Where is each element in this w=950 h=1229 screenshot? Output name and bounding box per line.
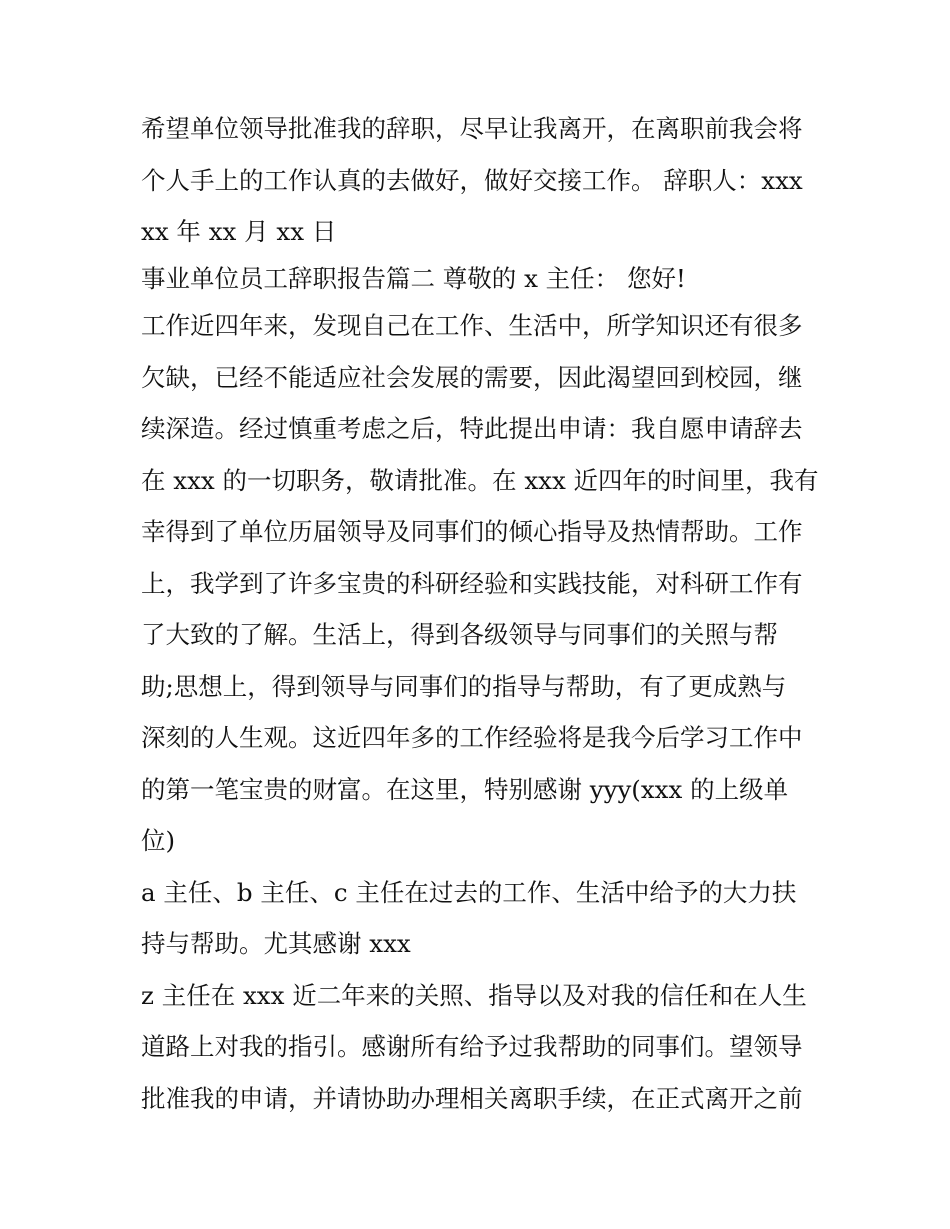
text-line: 事业单位员工辞职报告篇二 尊敬的 x 主任： 您好!	[141, 264, 686, 293]
text-line: 上，我学到了许多宝贵的科研经验和实践技能，对科研工作有	[141, 568, 803, 598]
text-line: 希望单位领导批准我的辞职，尽早让我离开，在离职前我会将	[141, 114, 803, 143]
text-line: 持与帮助。尤其感谢 xxx	[141, 929, 411, 958]
document-body	[141, 107, 821, 1128]
text-line: xx 年 xx 月 xx 日	[141, 217, 337, 246]
text-line: 道路上对我的指引。感谢所有给予过我帮助的同事们。望领导	[141, 1032, 803, 1061]
text-line: 助;思想上，得到领导与同事们的指导与帮助，有了更成熟与	[141, 671, 787, 701]
text-line: 幸得到了单位历届领导及同事们的倾心指导及热情帮助。工作	[141, 517, 803, 546]
text-line: 个人手上的工作认真的去做好，做好交接工作。 辞职人：xxx	[141, 165, 803, 195]
text-line: 的第一笔宝贵的财富。在这里，特别感谢 yyy(xxx 的上级单	[141, 774, 789, 804]
text-line: 在 xxx 的一切职务，敬请批准。在 xxx 近四年的时间里，我有	[141, 465, 819, 495]
text-line: a 主任、b 主任、c 主任在过去的工作、生活中给予的大力扶	[141, 877, 797, 907]
text-line: 欠缺，已经不能适应社会发展的需要，因此渴望回到校园，继	[141, 362, 803, 392]
text-line: 了大致的了解。生活上，得到各级领导与同事们的关照与帮	[141, 620, 778, 649]
text-line: z 主任在 xxx 近二年来的关照、指导以及对我的信任和在人生	[141, 980, 807, 1010]
text-line: 工作近四年来，发现自己在工作、生活中，所学知识还有很多	[141, 311, 803, 340]
text-line: 批准我的申请，并请协助办理相关离职手续，在正式离开之前	[141, 1083, 803, 1113]
text-line: 续深造。经过慎重考虑之后，特此提出申请：我自愿申请辞去	[141, 414, 803, 443]
text-line: 位)	[141, 826, 176, 855]
text-line: 深刻的人生观。这近四年多的工作经验将是我今后学习工作中	[141, 723, 803, 752]
